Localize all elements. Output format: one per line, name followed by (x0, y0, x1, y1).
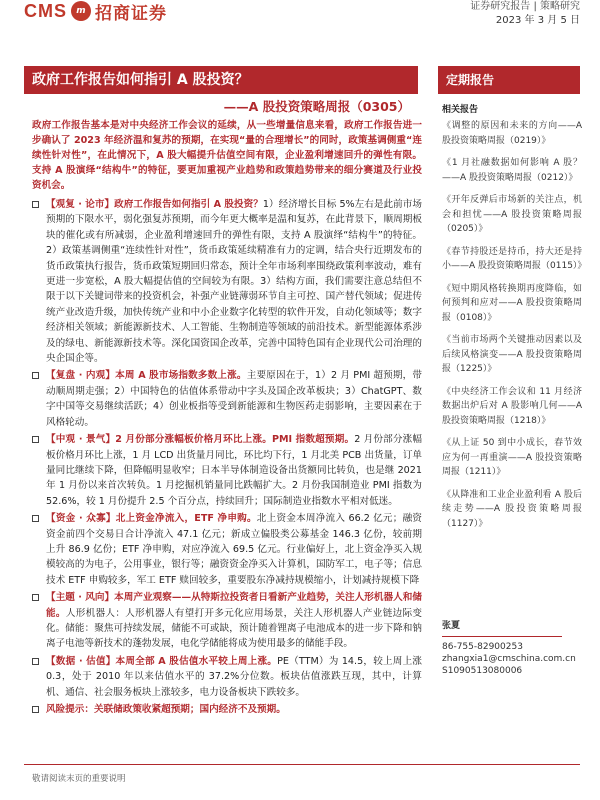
analyst-email[interactable]: zhangxia1@cmschina.com.cn (442, 654, 576, 664)
main-content (32, 118, 422, 719)
checkbox-bullet-icon (32, 594, 39, 601)
related-report-link[interactable]: 《中央经济工作会议和 11 月经济数据出炉后对 A 股影响几何——A 股投资策略周报（1218）》 (442, 386, 582, 426)
related-report-link[interactable]: 《1 月社融数据如何影响 A 股？——A 股投资策略周报（0212）》 (442, 158, 582, 183)
bullet-body: 2 月份部分涨幅板价格月环比上涨，1 月 LCD 出货量月同比，环比均下行，1 月北美 PCB 出货量，订单量同比继续下降，但降幅明显收窄；日本半导体制造设备出货额同比转负，也是继 2021 年 1 月份以来首次转负。1 月挖掘机销量同比跌幅扩大。2 月份我国制造业 PMI 指数为 52.6%，较 1 月份提升 2.5 个百分点，持续回升；国际制造业指数水平相对低迷。 (46, 434, 423, 507)
bullet-heading: 【复盘 · 内观】本周 A 股市场指数多数上涨。 (46, 370, 247, 382)
logo-badge-icon: m (71, 1, 91, 21)
page-header (0, 0, 600, 40)
bullet-list (32, 197, 422, 717)
divider (442, 636, 562, 637)
bullet-heading: 【主题 · 风向】本周产业观察——从特斯拉投资者日看新产业趋势，关注人形机器人和储能。 (46, 592, 422, 619)
related-report-link[interactable]: 《春节持股还是持币，持大还是持小——A 股投资策略周报（0115）》 (442, 246, 587, 271)
related-report-link[interactable]: 《从上证 50 到中小成长，春节效应为何一再重演——A 股投资策略周报（1211）》 (442, 438, 582, 477)
related-heading: 相关报告 (442, 105, 479, 115)
analyst-info (442, 620, 582, 677)
bullet-item (32, 702, 422, 717)
report-date: 2023 年 3 月 5 日 (495, 15, 580, 26)
bullet-item (32, 368, 422, 430)
checkbox-bullet-icon (32, 515, 39, 522)
logo-text-cn: 招商证券 (95, 3, 167, 24)
checkbox-bullet-icon (32, 706, 39, 713)
report-title: 政府工作报告如何指引 A 股投资？ (24, 66, 418, 94)
report-subtitle: ——A 股投资策略周报（0305） (223, 99, 410, 114)
footer-note: 敬请阅读末页的重要说明 (32, 774, 126, 784)
footer-divider (24, 764, 580, 765)
checkbox-bullet-icon (32, 372, 39, 379)
analyst-phone: 86-755-82900253 (442, 642, 523, 652)
related-report-link[interactable]: 《从降准和工业企业盈利看 A 股后续走势——A 股投资策略周报（1127）》 (442, 489, 582, 529)
bullet-item (32, 654, 422, 700)
bullet-body: PE（TTM）为 14.5，较上周上涨 0.3，处于 2010 年以来估值水平的 37.2%分位数。板块估值涨跌互现，其中，计算机、通信、社会服务板块上涨较多，电力设备板块下跌较多。 (46, 655, 422, 698)
bullet-heading: 【资金 · 众寡】北上资金净流入，ETF 净申购。 (46, 513, 257, 525)
related-report-link[interactable]: 《当前市场两个关键推动因素以及后续风格演变——A 股投资策略周报（1225）》 (442, 335, 582, 374)
bullet-heading: 风险提示：关联储政策收紧超预期；国内经济不及预期。 (46, 704, 286, 715)
analyst-license: S1090513080006 (442, 666, 523, 676)
bullet-heading: 【观复 · 论市】政府工作报告如何指引 A 股投资？ (46, 199, 263, 210)
bullet-item (32, 590, 422, 652)
report-type: 证券研究报告 | 策略研究 (470, 1, 580, 12)
related-report-link[interactable]: 《短中期风格转换期再度降临，如何预判和应对——A 股投资策略周报（0108）》 (442, 283, 582, 323)
related-report-link[interactable]: 《开年反弹后市场新的关注点，机会和担忧——A 股投资策略周报（0205）》 (442, 195, 582, 234)
bullet-item (32, 511, 422, 588)
bullet-item (32, 432, 422, 509)
bullet-body: 1）经济增长目标 5%左右是此前市场预期的下限水平，弱化强复苏预期，而今年更大概率是温和复苏，在此背景下，顺周期板块的催化或有所减弱，企业盈利增速回升的弹性有限，支持 A 股演绎“结构牛”的特征。2）政策基调侧重“连续性针对性”，货币政策延续精准有力的定调，结合央行近期发布的货币政策执行报告，货币政策短期回归常态，预计全年市场利率围绕政策利率波动，难有更进一步宽松，A 股大幅提估值的空间较为有限。3）结构方面，我们需要注意总结但不限于以下关键词带来的投资机会，补强产业链薄弱环节自主可控、国产替代领域；促进传统产业改造升级，加快传统产业和中小企业数字化转型的软件开发，自动化领域等；数字经济相关领域；新能源新技术、人工智能、生物制造等领域的前沿技术。新型能源体系涉及的绿电、新能源新技术等。深化国资国企改革，完善中国特色国有企业现代公司治理的央企国企等。 (46, 199, 422, 365)
bullet-body: 主要原因在于，1）2 月 PMI 超预期，带动顺周期走强；2）中国特色的估值体系带动中字头及国企改革板块；3）ChatGPT、数字中国等交易继续活跃；4）创业板指等受到新能源和生物医药走弱影响，主要因素在于风格轮动。 (46, 370, 422, 428)
logo-text-en: CMS (24, 0, 67, 21)
bullet-body: 北上资金本周净流入 66.2 亿元；融资资金前四个交易日合计净流入 47.1 亿元；新成立偏股类公募基金 146.3 亿份，较前期上升 86.9 亿份；ETF 净申购，对应净流入 69.5 亿元。行业偏好上，北上资金净买入规模较高的为电子，公用事业，银行等；融资资金净买入计算机，国防军工，电子等；信息技术 ETF 申购较多，军工 ETF 赎回较多，重要股东净减持规模缩小，计划减持规模下降 (46, 513, 422, 586)
checkbox-bullet-icon (32, 436, 39, 443)
related-reports (442, 102, 587, 539)
bullet-body: 人形机器人：人形机器人有望打开多元化应用场景，关注人形机器人产业链边际变化。储能：聚焦可持续发展，储能不可或缺，预计随着锂离子电池成本的进一步下降和钠离子电池等新技术的蓬勃发展，电化学储能将成为使用最多的储能手段。 (46, 607, 423, 650)
checkbox-bullet-icon (32, 201, 39, 208)
bullet-heading: 【中观 · 景气】2 月份部分涨幅板价格月环比上涨。PMI 指数超预期。 (46, 434, 355, 446)
bullet-heading: 【数据 · 估值】本周全部 A 股估值水平较上周上涨。 (46, 655, 278, 667)
header-meta (470, 0, 580, 27)
side-title: 定期报告 (438, 66, 580, 94)
bullet-item (32, 197, 422, 366)
abstract: 政府工作报告基本是对中央经济工作会议的延续，从一些增量信息来看，政府工作报告进一步确认了 2023 年经济温和复苏的预期，在实现“量的合理增长”的同时，政策基调侧重“连续性针对性”，在此情况下，A 股大幅提升估值空间有限，企业盈利增速回升的弹性有限。支持 A 股演绎“结构牛”的特征，要更加重视产业趋势和政策趋势带来的细分赛道及行业投资机会。 (32, 120, 422, 191)
checkbox-bullet-icon (32, 658, 39, 665)
related-list (442, 119, 587, 531)
related-report-link[interactable]: 《调整的原因和未来的方向——A 股投资策略周报（0219）》 (442, 121, 582, 146)
analyst-name: 张夏 (442, 621, 461, 631)
company-logo (24, 0, 167, 22)
